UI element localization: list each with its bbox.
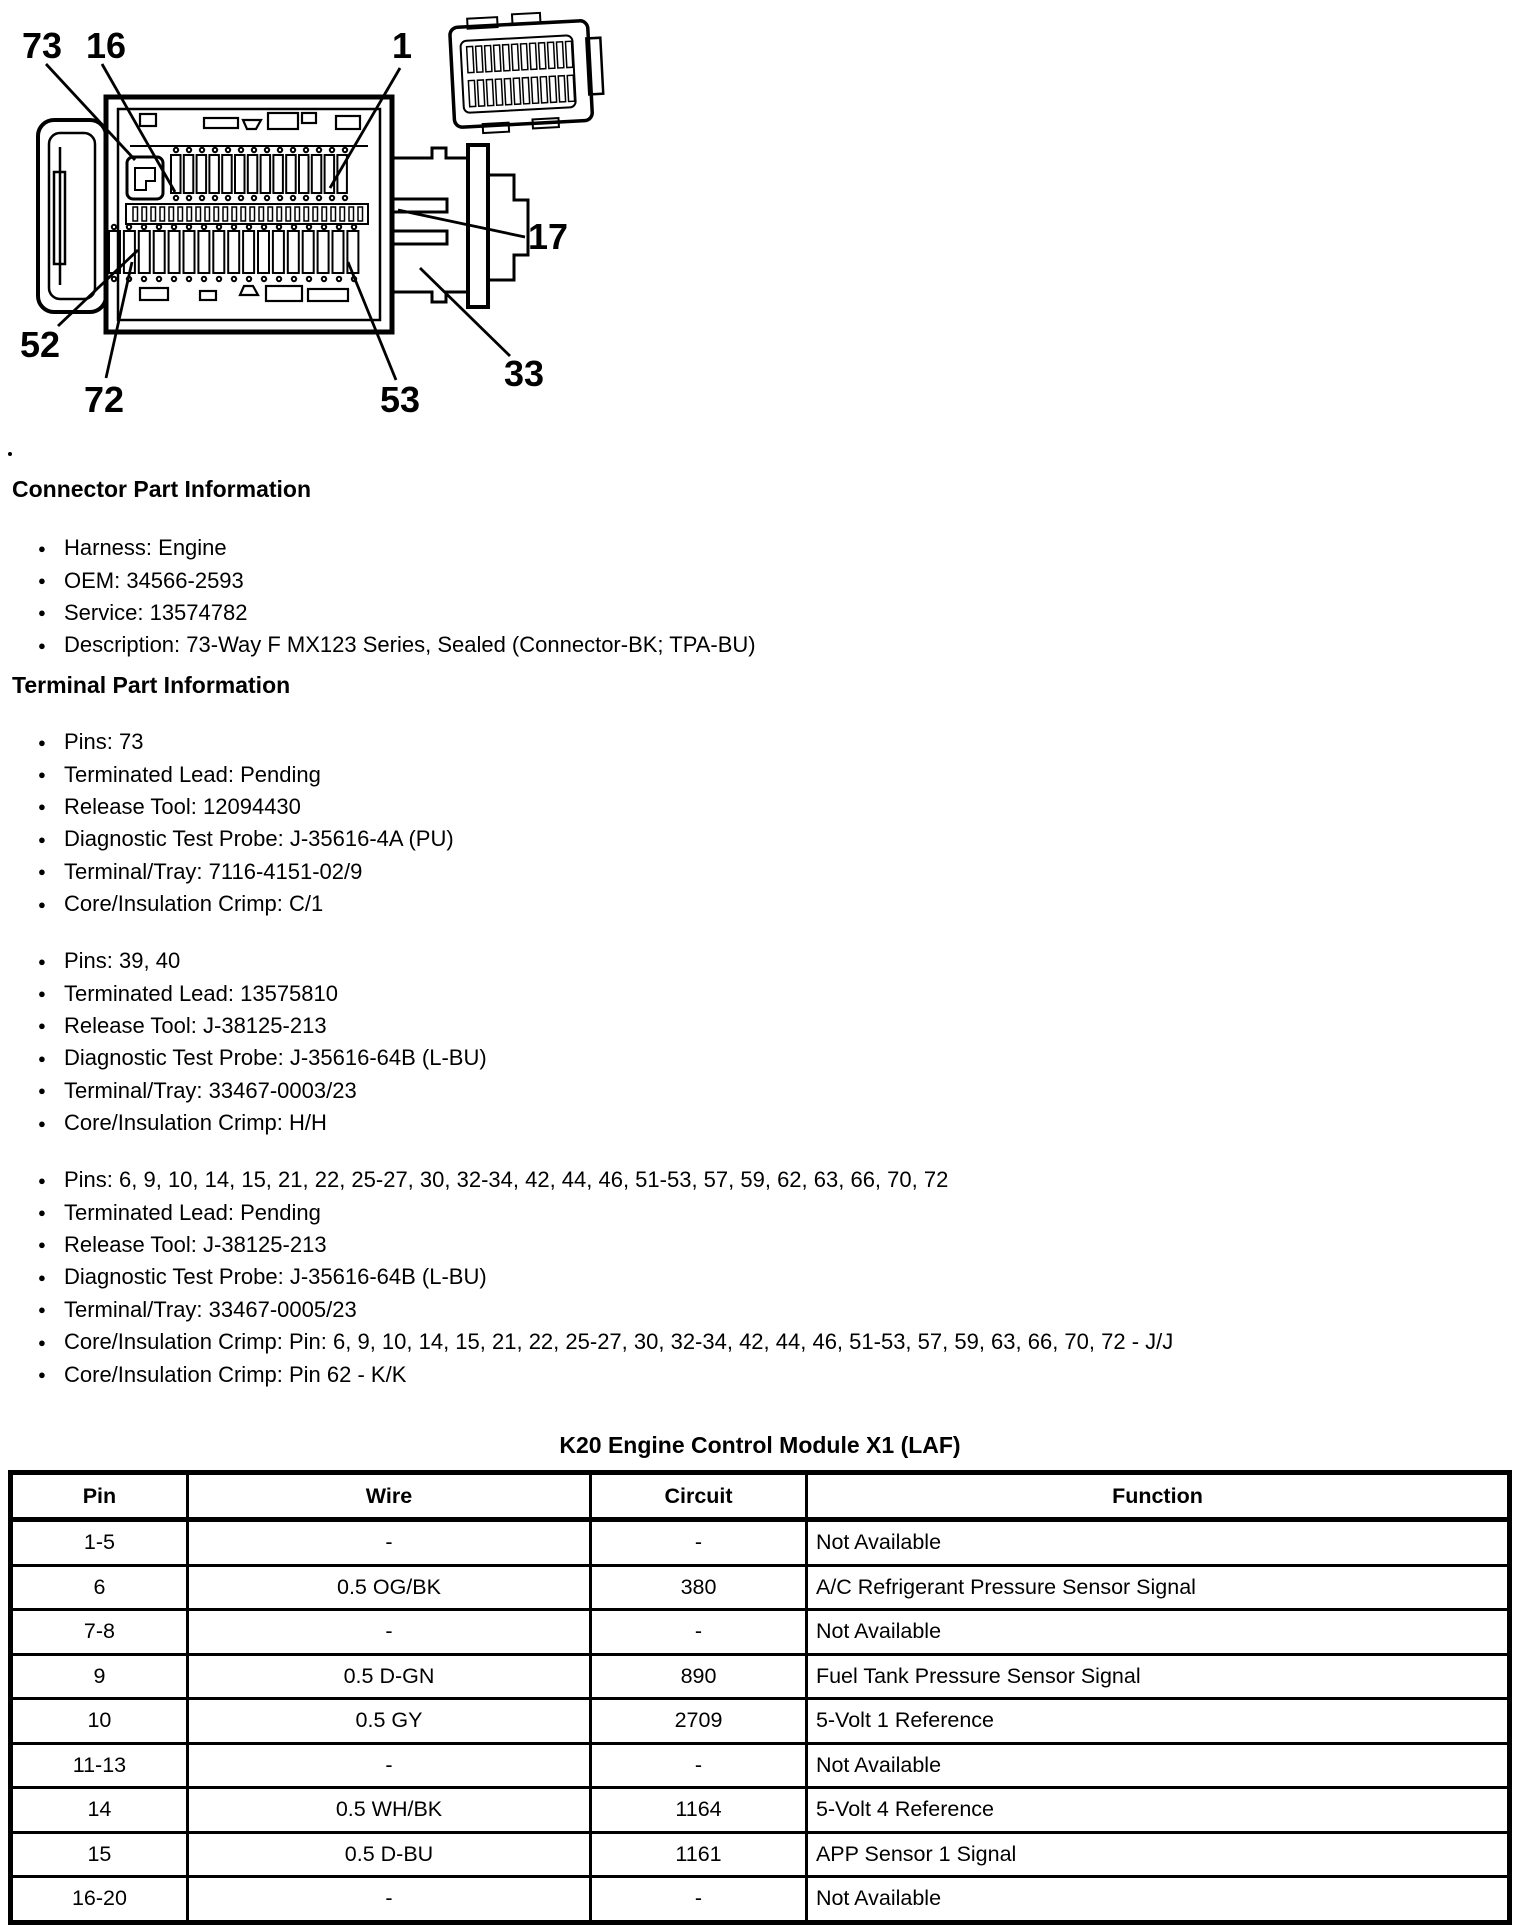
callout-label-33: 33	[504, 353, 545, 394]
bullet-icon: ●	[38, 1172, 46, 1188]
list-item-text: Service: 13574782	[64, 599, 248, 625]
bullet-icon: ●	[38, 896, 46, 912]
list-item-text: Diagnostic Test Probe: J-35616-4A (PU)	[64, 826, 454, 852]
pin-table-container	[8, 1470, 1512, 1925]
list-item-text: OEM: 34566-2593	[64, 567, 244, 593]
circuit-cell: 380	[591, 1565, 807, 1610]
bullet-icon: ●	[38, 1302, 46, 1318]
list-item	[38, 726, 454, 758]
list-item-text: Diagnostic Test Probe: J-35616-64B (L-BU)	[64, 1045, 487, 1071]
callout-label-1: 1	[392, 25, 413, 66]
list-item	[38, 532, 756, 564]
bullet-icon: ●	[38, 799, 46, 815]
list-item-text: Terminal/Tray: 7116-4151-02/9	[64, 858, 363, 884]
bullet-icon: ●	[38, 864, 46, 880]
list-item	[38, 791, 454, 823]
bullet-icon: ●	[38, 734, 46, 750]
list-item	[38, 629, 756, 661]
list-item	[38, 1010, 487, 1042]
list-item	[38, 597, 756, 629]
bullet-icon: ●	[38, 986, 46, 1002]
pin-cell: 15	[11, 1832, 188, 1877]
wire-cell: 0.5 GY	[187, 1699, 590, 1744]
table-row	[11, 1877, 1510, 1923]
table-row	[11, 1565, 1510, 1610]
list-item-text: Description: 73-Way F MX123 Series, Sealed (Connector-BK; TPA-BU)	[64, 632, 756, 658]
connector-left-cap	[38, 120, 106, 312]
list-item	[38, 1107, 487, 1139]
list-item-text: Pins: 6, 9, 10, 14, 15, 21, 22, 25-27, 30, 32-34, 42, 44, 46, 51-53, 57, 59, 62, 63, 66, 70, 72	[64, 1167, 949, 1193]
bullet-icon: ●	[38, 1115, 46, 1131]
list-item-text: Release Tool: J-38125-213	[64, 1231, 327, 1257]
table-row	[11, 1520, 1510, 1566]
connector-diagram	[0, 0, 770, 440]
callout-label-16: 16	[86, 25, 127, 66]
pin-table-header-pin: Pin	[11, 1473, 188, 1520]
function-cell: Not Available	[806, 1520, 1509, 1566]
list-item-text: Core/Insulation Crimp: Pin: 6, 9, 10, 14, 15, 21, 22, 25-27, 30, 32-34, 42, 44, 46, 51-53, 57, 59, 63, 66, 70, 72 - J/J	[64, 1329, 1174, 1355]
function-cell: 5-Volt 4 Reference	[806, 1788, 1509, 1833]
list-item-text: Harness: Engine	[64, 535, 227, 561]
callout-label-17: 17	[528, 216, 569, 257]
connector-front-view-drawing	[0, 0, 770, 440]
bullet-icon: ●	[38, 831, 46, 847]
list-item	[38, 823, 454, 855]
pin-cell: 16-20	[11, 1877, 188, 1923]
terminal-part-info-group-3	[38, 1164, 1173, 1391]
wire-cell: 0.5 WH/BK	[187, 1788, 590, 1833]
list-item-text: Release Tool: 12094430	[64, 793, 301, 819]
table-row	[11, 1788, 1510, 1833]
circuit-cell: -	[591, 1520, 807, 1566]
bullet-icon: ●	[38, 1269, 46, 1285]
list-item-text: Terminal/Tray: 33467-0003/23	[64, 1077, 357, 1103]
pin-cell: 9	[11, 1654, 188, 1699]
wire-cell: 0.5 D-BU	[187, 1832, 590, 1877]
list-item-text: Terminal/Tray: 33467-0005/23	[64, 1296, 357, 1322]
list-item-text: Terminated Lead: 13575810	[64, 980, 338, 1006]
circuit-cell: 890	[591, 1654, 807, 1699]
bullet-icon: ●	[38, 953, 46, 969]
stray-period-mark	[8, 452, 12, 456]
bullet-icon: ●	[38, 1018, 46, 1034]
pin-table	[8, 1470, 1512, 1925]
bullet-icon: ●	[38, 540, 46, 556]
bullet-icon: ●	[38, 1050, 46, 1066]
callout-label-72: 72	[84, 379, 125, 420]
list-item	[38, 1261, 1173, 1293]
connector-part-info-heading: Connector Part Information	[12, 476, 312, 502]
wire-cell: 0.5 OG/BK	[187, 1565, 590, 1610]
connector-body	[106, 97, 392, 332]
wire-cell: 0.5 D-GN	[187, 1654, 590, 1699]
function-cell: Fuel Tank Pressure Sensor Signal	[806, 1654, 1509, 1699]
callout-label-53: 53	[380, 379, 421, 420]
bullet-icon: ●	[38, 1205, 46, 1221]
connector-3d-view	[449, 10, 605, 135]
circuit-cell: 2709	[591, 1699, 807, 1744]
circuit-cell: 1164	[591, 1788, 807, 1833]
pin-cell: 10	[11, 1699, 188, 1744]
bullet-icon: ●	[38, 767, 46, 783]
pin-cell: 11-13	[11, 1743, 188, 1788]
pin-table-header-function: Function	[806, 1473, 1509, 1520]
list-item	[38, 1229, 1173, 1261]
list-item	[38, 856, 454, 888]
list-item	[38, 977, 487, 1009]
list-item-text: Core/Insulation Crimp: C/1	[64, 891, 324, 917]
function-cell: Not Available	[806, 1743, 1509, 1788]
table-row	[11, 1699, 1510, 1744]
wire-cell: -	[187, 1877, 590, 1923]
middle-retainer-strip	[126, 204, 368, 224]
list-item	[38, 1164, 1173, 1196]
bullet-icon: ●	[38, 605, 46, 621]
terminal-row-top	[171, 148, 347, 200]
list-item	[38, 1075, 487, 1107]
callout-label-52: 52	[20, 324, 61, 365]
pin-table-header-circuit: Circuit	[591, 1473, 807, 1520]
list-item-text: Terminated Lead: Pending	[64, 761, 321, 787]
list-item	[38, 1042, 487, 1074]
wire-cell: -	[187, 1520, 590, 1566]
list-item	[38, 945, 487, 977]
list-item	[38, 1294, 1173, 1326]
bullet-icon: ●	[38, 1237, 46, 1253]
bullet-icon: ●	[38, 1334, 46, 1350]
list-item-text: Core/Insulation Crimp: H/H	[64, 1110, 327, 1136]
terminal-row-bottom	[109, 225, 358, 281]
list-item-text: Pins: 39, 40	[64, 948, 181, 974]
connector-right-bracket	[392, 145, 528, 307]
list-item-text: Core/Insulation Crimp: Pin 62 - K/K	[64, 1361, 407, 1387]
function-cell: Not Available	[806, 1877, 1509, 1923]
function-cell: A/C Refrigerant Pressure Sensor Signal	[806, 1565, 1509, 1610]
wire-cell: -	[187, 1743, 590, 1788]
pin-table-title: K20 Engine Control Module X1 (LAF)	[559, 1432, 961, 1458]
table-row	[11, 1832, 1510, 1877]
list-item	[38, 888, 454, 920]
bullet-icon: ●	[38, 1367, 46, 1383]
list-item-text: Release Tool: J-38125-213	[64, 1012, 327, 1038]
circuit-cell: -	[591, 1877, 807, 1923]
table-row	[11, 1743, 1510, 1788]
pin-table-header-row	[11, 1473, 1510, 1520]
pin-cell: 7-8	[11, 1610, 188, 1655]
function-cell: 5-Volt 1 Reference	[806, 1699, 1509, 1744]
function-cell: Not Available	[806, 1610, 1509, 1655]
bullet-icon: ●	[38, 637, 46, 653]
circuit-cell: 1161	[591, 1832, 807, 1877]
connector-part-info-list	[38, 532, 756, 662]
list-item-text: Terminated Lead: Pending	[64, 1199, 321, 1225]
terminal-part-info-heading: Terminal Part Information	[12, 672, 291, 698]
wire-cell: -	[187, 1610, 590, 1655]
list-item-text: Pins: 73	[64, 729, 144, 755]
list-item	[38, 564, 756, 596]
table-row	[11, 1610, 1510, 1655]
pin-table-header-wire: Wire	[187, 1473, 590, 1520]
bullet-icon: ●	[38, 573, 46, 589]
circuit-cell: -	[591, 1743, 807, 1788]
circuit-cell: -	[591, 1610, 807, 1655]
pin-cell: 1-5	[11, 1520, 188, 1566]
terminal-part-info-group-1	[38, 726, 454, 920]
pin-cell: 6	[11, 1565, 188, 1610]
function-cell: APP Sensor 1 Signal	[806, 1832, 1509, 1877]
list-item	[38, 1326, 1173, 1358]
list-item	[38, 1196, 1173, 1228]
list-item-text: Diagnostic Test Probe: J-35616-64B (L-BU)	[64, 1264, 487, 1290]
table-row	[11, 1654, 1510, 1699]
list-item	[38, 758, 454, 790]
callout-label-73: 73	[22, 25, 63, 66]
list-item	[38, 1358, 1173, 1390]
pin-cell: 14	[11, 1788, 188, 1833]
terminal-part-info-group-2	[38, 945, 487, 1139]
bullet-icon: ●	[38, 1083, 46, 1099]
